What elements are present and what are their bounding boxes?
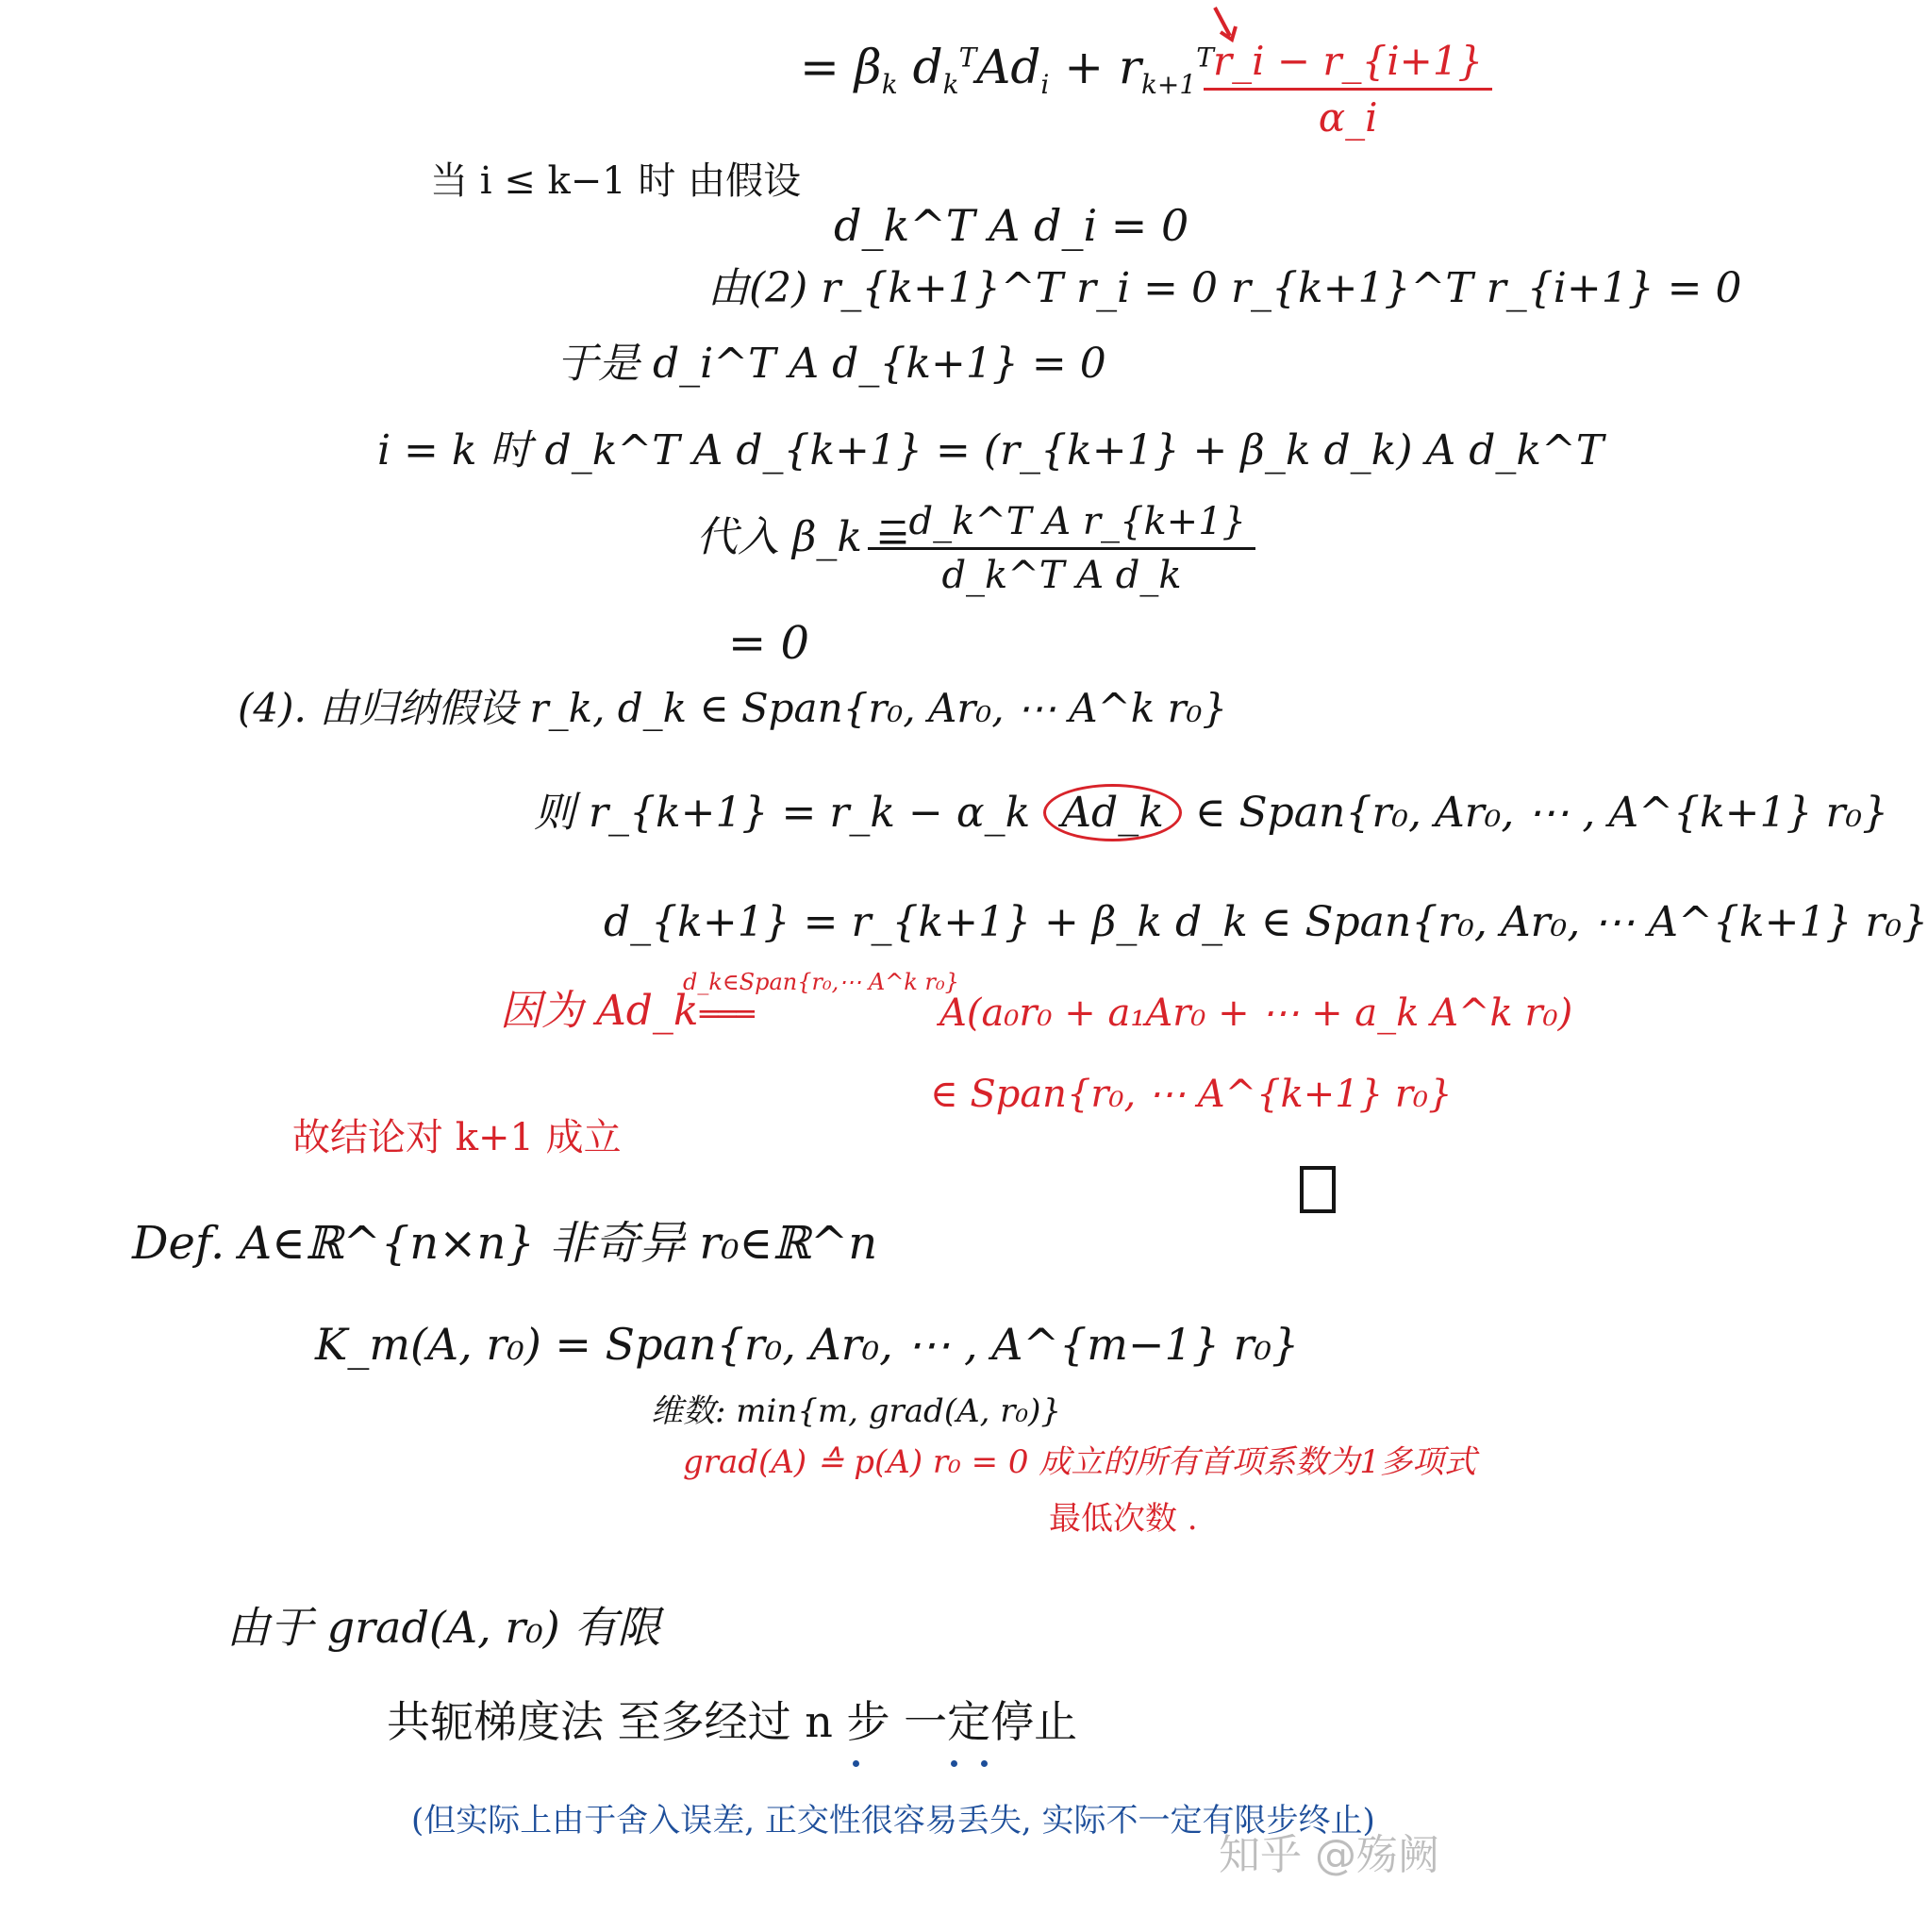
red-conclusion: 故结论对 k+1 成立	[292, 1116, 622, 1159]
red-span-result: ∈ Span{r₀, ⋯ A^{k+1} r₀}	[930, 1073, 1453, 1116]
red-equal-sign: ═══	[700, 996, 755, 1032]
eq1-fraction-numerator: r_i − r_{i+1}	[1204, 38, 1492, 91]
eq10-right: ∈ Span{r₀, Ar₀, ⋯ , A^{k+1} r₀}	[1194, 789, 1889, 837]
qed-box	[1300, 1166, 1336, 1213]
zhihu-watermark: 知乎 @殇阙	[1219, 1831, 1439, 1879]
eq-line-7-label: 代入 β_k =	[696, 513, 910, 561]
eq-line-11: d_{k+1} = r_{k+1} + β_k d_k ∈ Span{r₀, Ar₀, ⋯ A^{k+1} r₀}	[604, 898, 1928, 946]
grad-definition-cont: 最低次数 .	[1049, 1500, 1198, 1538]
circled-adk: Ad_k	[1043, 784, 1182, 841]
eq1-plus-r: + r	[1064, 40, 1141, 94]
grad-finite-line: 由于 grad(A, r₀) 有限	[226, 1602, 661, 1653]
eq1-beta: = β	[800, 40, 882, 94]
eq-line-10	[534, 791, 1888, 836]
beta-fraction-numerator: −d_k^T A r_{k+1}	[868, 500, 1255, 550]
definition-line: Def. A∈ℝ^{n×n} 非奇异 r₀∈ℝ^n	[132, 1217, 878, 1270]
case-i-le-k-minus-1: 当 i ≤ k−1 时 由假设	[430, 159, 802, 203]
eq10-left: 则 r_{k+1} = r_k − α_k	[534, 789, 1031, 837]
eq-line-5: 于是 d_i^T A d_{k+1} = 0	[557, 340, 1106, 388]
eq1-fraction-denominator: α_i	[1318, 94, 1378, 141]
red-because-label: 因为 Ad_k	[500, 987, 699, 1035]
red-expansion: A(a₀r₀ + a₁Ar₀ + ⋯ + a_k A^k r₀)	[939, 991, 1573, 1035]
eq-line-1: = $\beta_k$ $d_k^TAd_i + r_{k+1}^T$	[800, 40, 1214, 100]
eq1-d: d	[912, 40, 943, 94]
beta-fraction-denominator: d_k^T A d_k	[941, 554, 1182, 597]
red-over-annotation: d_k∈Span{r₀,⋯ A^k r₀}	[683, 969, 959, 995]
red-arrow-icon	[1211, 4, 1243, 45]
cg-termination-line: 共轭梯度法 至多经过 n 步 一定停止	[387, 1696, 1078, 1747]
dimension-line: 维数: min{m, grad(A, r₀)}	[651, 1392, 1062, 1430]
krylov-space-definition: K_m(A, r₀) = Span{r₀, Ar₀, ⋯ , A^{m−1} r₀}	[315, 1319, 1300, 1370]
eq-line-3: d_k^T A d_i = 0	[834, 200, 1189, 251]
eq1-fraction	[1204, 38, 1492, 141]
grad-definition: grad(A) ≙ p(A) r₀ = 0 成立的所有首项系数为1多项式	[683, 1443, 1476, 1481]
eq-line-9: (4). 由归纳假设 r_k, d_k ∈ Span{r₀, Ar₀, ⋯ A^k r₀}	[238, 685, 1228, 731]
eq1-ad: Ad	[976, 40, 1041, 94]
blue-remark: (但实际上由于舍入误差, 正交性很容易丢失, 实际不一定有限步终止)	[411, 1802, 1375, 1840]
eq-line-8: = 0	[728, 617, 810, 670]
eq-line-6: i = k 时 d_k^T A d_{k+1} = (r_{k+1} + β_k d_k) A d_k^T	[377, 426, 1604, 475]
eq-line-4: 由(2) r_{k+1}^T r_i = 0 r_{k+1}^T r_{i+1} = 0	[707, 264, 1742, 312]
beta-fraction	[868, 500, 1255, 597]
